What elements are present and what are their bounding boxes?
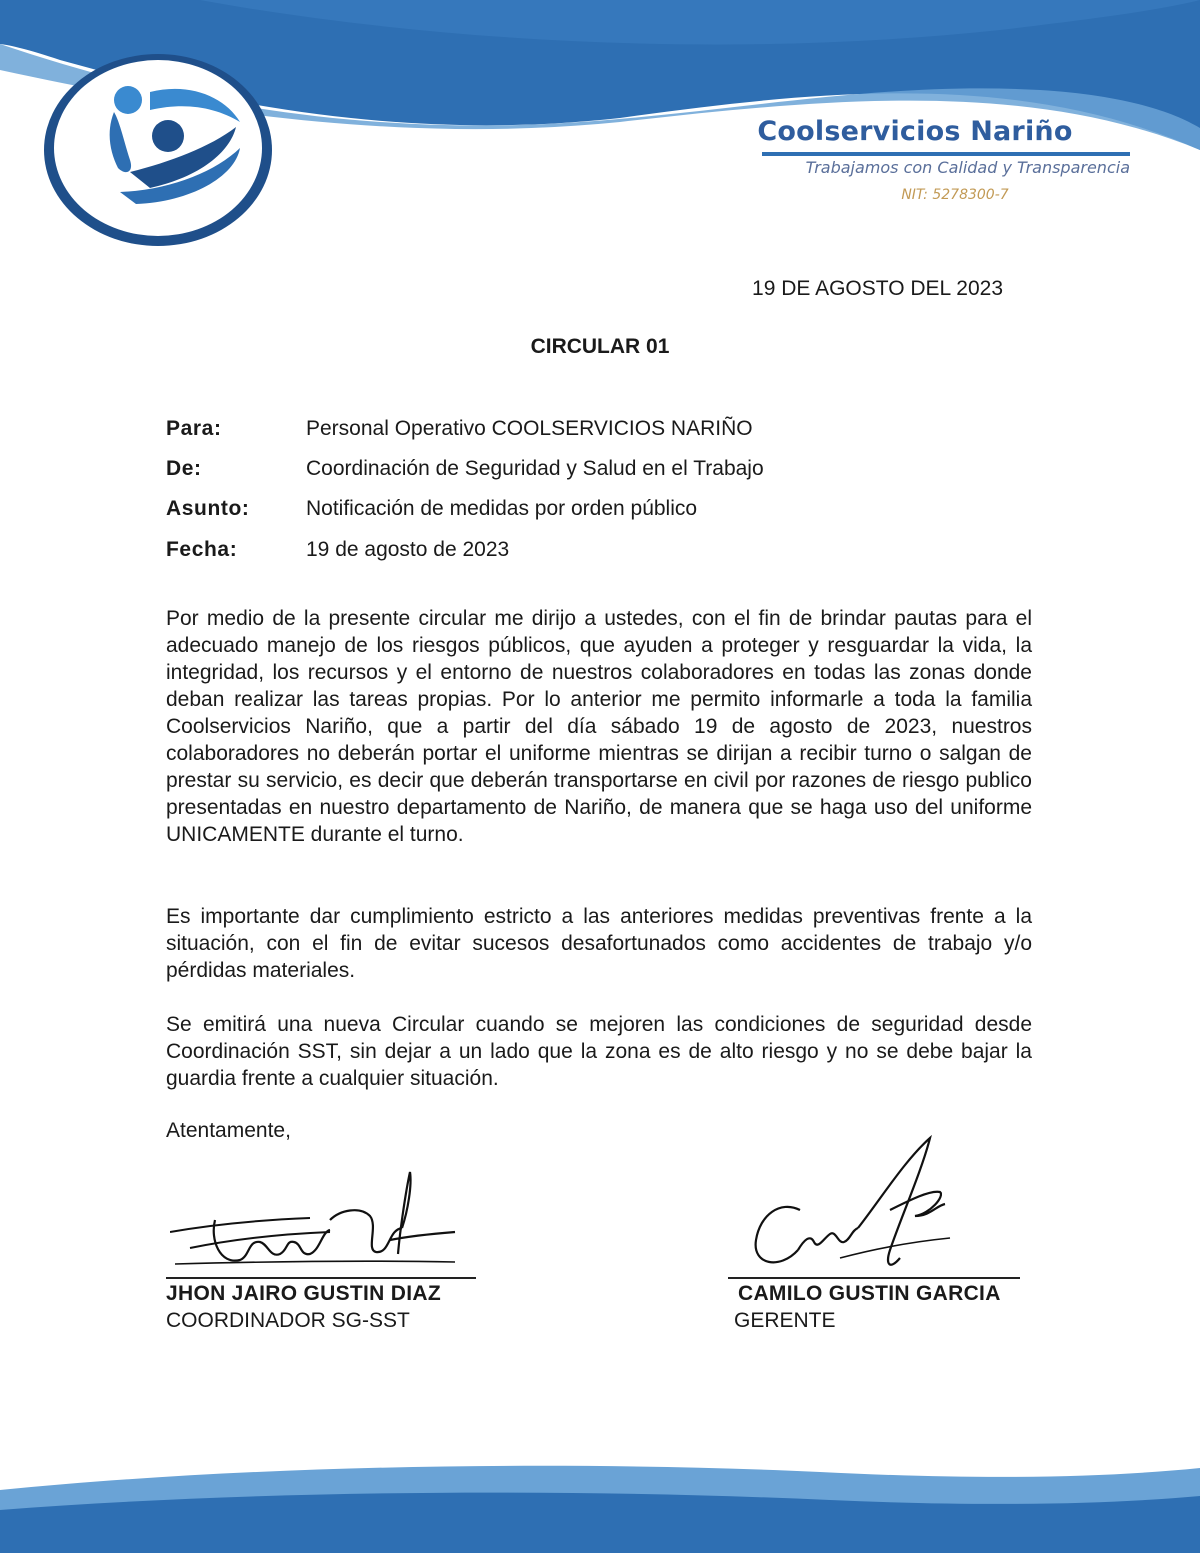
company-nit: NIT: 5278300-7 — [901, 187, 1009, 203]
company-name: Coolservicios Nariño — [757, 116, 1073, 147]
document-title: CIRCULAR 01 — [530, 335, 670, 358]
signatory-name: JHON JAIRO GUSTIN DIAZ — [166, 1282, 441, 1305]
signature-line — [728, 1277, 1020, 1279]
footer-wave-banner — [0, 1460, 1200, 1553]
handwritten-signature-2 — [740, 1130, 970, 1280]
meta-value: Notificación de medidas por orden público — [306, 497, 698, 520]
meta-row-fecha — [166, 538, 1066, 568]
meta-row-para — [166, 417, 1066, 447]
signatory-role: GERENTE — [734, 1309, 836, 1332]
company-name-underline — [762, 152, 1130, 156]
signatory-name: CAMILO GUSTIN GARCIA — [738, 1282, 1001, 1305]
body-paragraph: Por medio de la presente circular me dirijo a ustedes, con el fin de brindar pautas para el adecuado manejo de los riesgos públicos, que ayuden a proteger y resguardar la vida, la integridad, los recursos y el entorno de nuestros colaboradores en todas las zonas donde deban realizar las tareas propias. Por lo anterior me permito informarle a toda la familia Coolservicios Nariño, que a partir del día sábado 19 de agosto de 2023, nuestros colaboradores no deberán portar el uniforme mientras se dirijan a recibir turno o salgan de prestar su servicio, es decir que deberán transportarse en civil por razones de riesgo publico presentadas en nuestro departamento de Nariño, de manera que se haga uso del uniforme UNICAMENTE durante el turno. — [166, 607, 1032, 846]
meta-value: Coordinación de Seguridad y Salud en el Trabajo — [306, 457, 764, 480]
meta-value: Personal Operativo COOLSERVICIOS NARIÑO — [306, 417, 753, 440]
handwritten-signature-1 — [170, 1170, 460, 1280]
body-paragraph: Es importante dar cumplimiento estricto a las anteriores medidas preventivas frente a la situación, con el fin de evitar sucesos desafortunados como accidentes de trabajo y/o pérdidas materiales. — [166, 905, 1032, 982]
signature-line — [166, 1277, 476, 1279]
signatory-role: COORDINADOR SG-SST — [166, 1309, 410, 1332]
body-paragraph: Se emitirá una nueva Circular cuando se mejoren las condiciones de seguridad desde Coordinación SST, sin dejar a un lado que la zona es de alto riesgo y no se debe bajar la guardia frente a cualquier situación. — [166, 1013, 1032, 1090]
closing-salutation: Atentamente, — [166, 1119, 291, 1142]
company-logo — [40, 52, 280, 252]
meta-value: 19 de agosto de 2023 — [306, 538, 510, 561]
meta-label: Fecha: — [166, 538, 238, 561]
meta-label: Para: — [166, 417, 222, 440]
meta-row-asunto — [166, 497, 1066, 527]
meta-row-de — [166, 457, 1066, 487]
meta-label: De: — [166, 457, 202, 480]
company-tagline: Trabajamos con Calidad y Transparencia — [805, 158, 1130, 177]
meta-label: Asunto: — [166, 497, 250, 520]
document-date: 19 DE AGOSTO DEL 2023 — [752, 277, 1003, 300]
